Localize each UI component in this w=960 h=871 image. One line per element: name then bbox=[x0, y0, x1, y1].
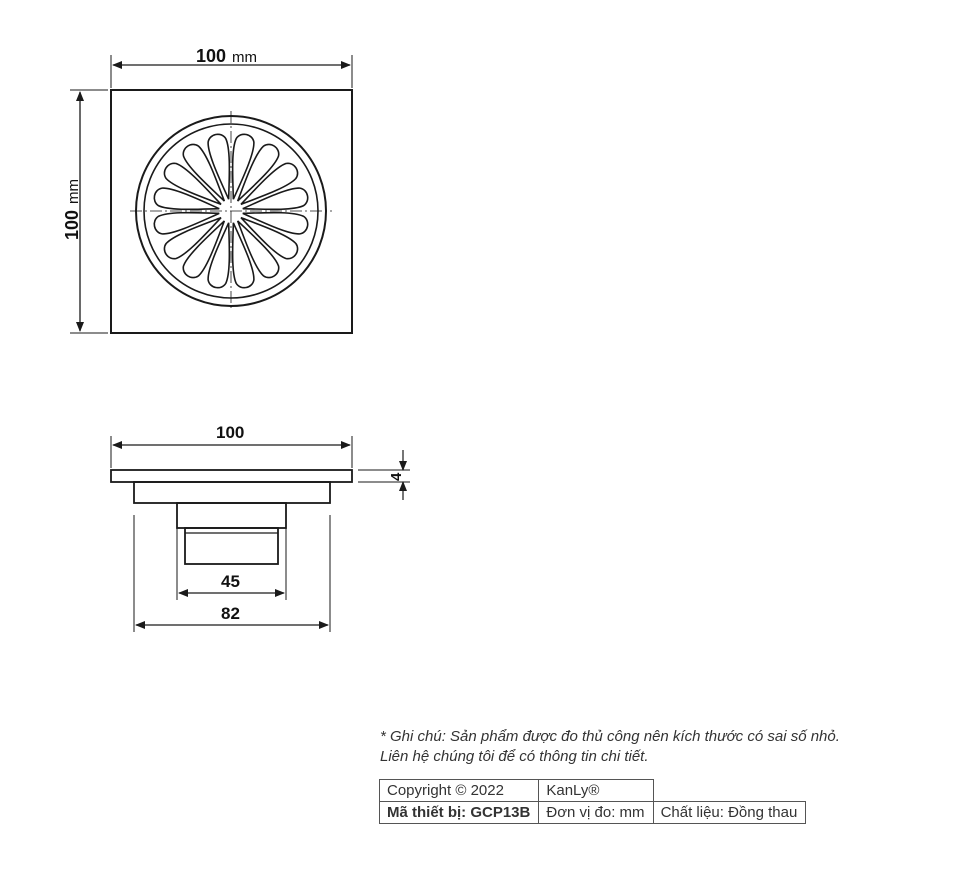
grate-petal bbox=[161, 160, 227, 213]
note-line-1: * Ghi chú: Sản phẩm được đo thủ công nên kích thước có sai số nhỏ. bbox=[380, 728, 840, 745]
info-row-1 bbox=[380, 780, 806, 802]
side-top-width-value: 100 bbox=[216, 423, 245, 442]
copyright-cell: Copyright © 2022 bbox=[380, 780, 539, 802]
grate-petal bbox=[236, 210, 302, 263]
left-height-value: 100 bbox=[62, 209, 82, 240]
measurement-note bbox=[380, 727, 940, 767]
inner-diameter-value: 45 bbox=[221, 572, 240, 591]
product-info-table bbox=[379, 779, 806, 824]
side-plate bbox=[111, 470, 352, 482]
unit-cell: Đơn vị đo: mm bbox=[539, 802, 653, 824]
empty-cell bbox=[653, 780, 806, 802]
info-row-2 bbox=[380, 802, 806, 824]
square-plate bbox=[111, 90, 352, 333]
note-line-2: Liên hệ chúng tôi để có thông tin chi tiết. bbox=[380, 748, 649, 765]
grate-petal bbox=[180, 141, 233, 207]
grate-petal bbox=[236, 160, 302, 213]
left-height-unit: mm bbox=[65, 179, 82, 204]
top-view bbox=[70, 55, 352, 333]
model-cell: Mã thiết bị: GCP13B bbox=[380, 802, 539, 824]
material-cell: Chất liệu: Đồng thau bbox=[653, 802, 806, 824]
thickness-value: 4 bbox=[388, 472, 405, 481]
side-body bbox=[134, 482, 330, 503]
grate-petal bbox=[230, 216, 283, 282]
side-view bbox=[111, 436, 410, 632]
outer-diameter-value: 82 bbox=[221, 604, 240, 623]
top-width-unit: mm bbox=[232, 49, 257, 66]
top-width-value: 100 bbox=[196, 46, 227, 66]
grate-petal bbox=[161, 210, 227, 263]
brand-cell: KanLy® bbox=[539, 780, 653, 802]
grate-petal bbox=[180, 216, 233, 282]
side-neck bbox=[177, 503, 286, 528]
grate-petal bbox=[230, 141, 283, 207]
left-height-label bbox=[62, 179, 82, 240]
